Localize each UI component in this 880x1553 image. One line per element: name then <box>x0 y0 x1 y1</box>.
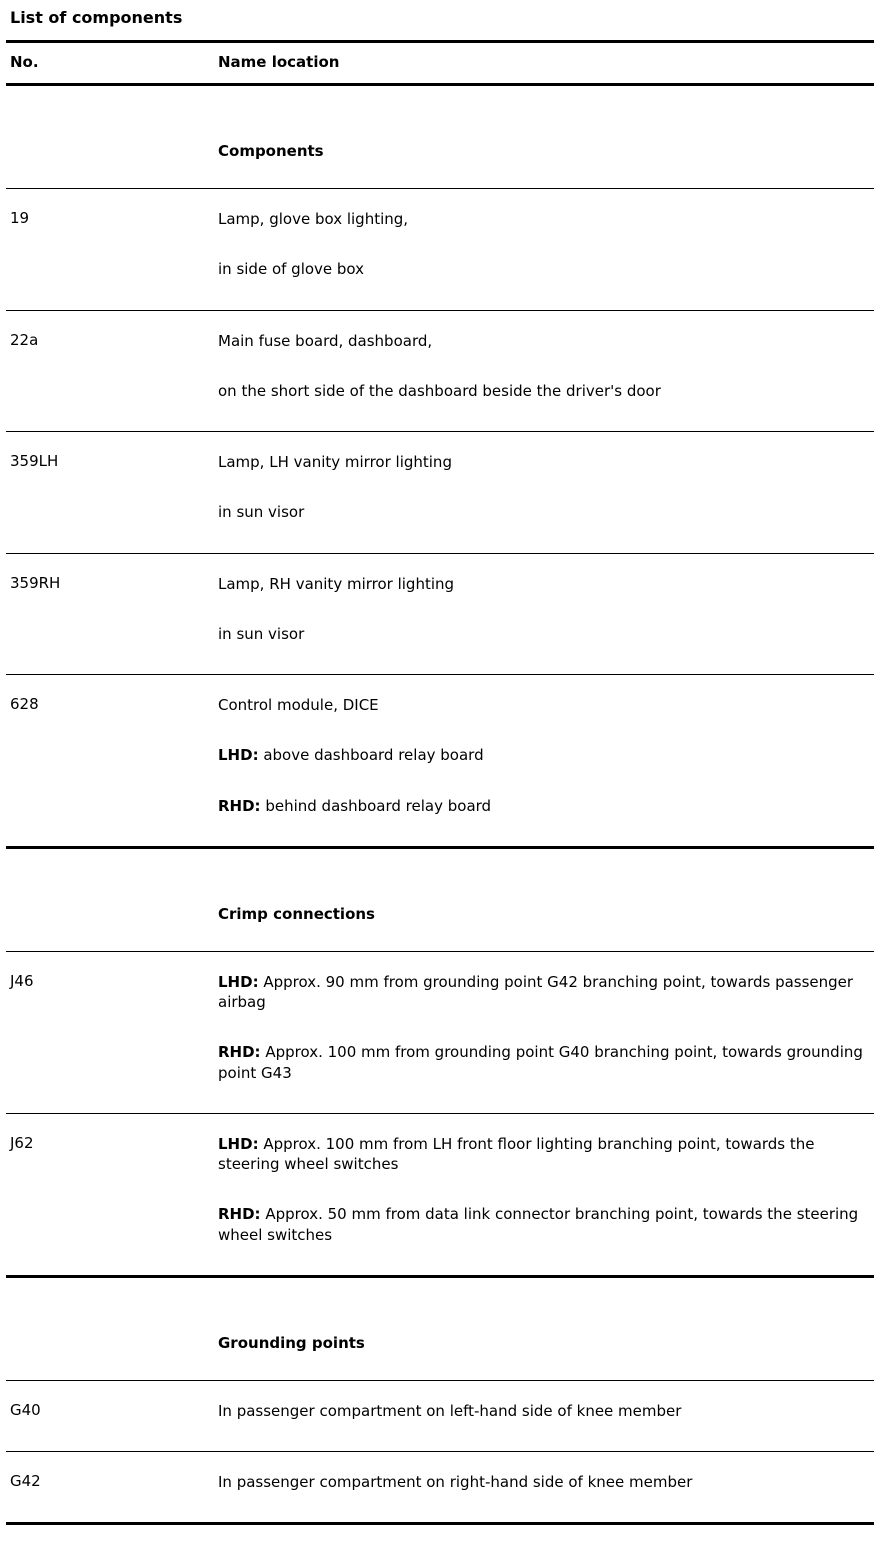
description-prefix: RHD: <box>218 1043 261 1062</box>
description-text: In passenger compartment on left-hand side of knee member <box>218 1401 682 1420</box>
description-prefix: LHD: <box>218 1134 259 1153</box>
description-text: Approx. 50 mm from data link connector branching point, towards the steering wheel switches <box>218 1205 859 1244</box>
description-paragraph <box>218 624 868 644</box>
description-text: behind dashboard relay board <box>260 796 492 815</box>
row-description <box>218 209 874 280</box>
table-row-359lh <box>6 431 874 553</box>
section-crimp-connections <box>6 905 874 1278</box>
column-header-no: No. <box>10 53 39 71</box>
description-paragraph <box>218 209 868 229</box>
description-paragraph <box>218 259 868 279</box>
description-prefix: LHD: <box>218 746 259 765</box>
table-row-628 <box>6 674 874 846</box>
description-text: in sun visor <box>218 503 305 522</box>
description-paragraph <box>218 1134 868 1175</box>
section-heading-components: Components <box>218 142 324 160</box>
section-grounding-points <box>6 1334 874 1526</box>
description-paragraph <box>218 502 868 522</box>
section-components <box>6 142 874 849</box>
description-text: Approx. 90 mm from grounding point G42 branching point, towards passenger airbag <box>218 972 854 1011</box>
description-paragraph <box>218 972 868 1013</box>
description-paragraph <box>218 452 868 472</box>
description-paragraph <box>218 1204 868 1245</box>
table-row-g42 <box>6 1451 874 1522</box>
table-row-22a <box>6 310 874 432</box>
row-no: 359LH <box>10 452 59 470</box>
description-text: Main fuse board, dashboard, <box>218 331 433 350</box>
row-no: J62 <box>10 1133 34 1152</box>
description-text: on the short side of the dashboard beside the driver's door <box>218 381 661 400</box>
section-heading-grounding-points: Grounding points <box>218 1333 365 1352</box>
description-text: Lamp, RH vanity mirror lighting <box>218 574 455 593</box>
row-no: 22a <box>10 330 39 349</box>
page-title: List of components <box>10 8 183 27</box>
row-no: 628 <box>10 695 39 713</box>
row-no: 19 <box>10 209 30 227</box>
description-text: Lamp, glove box lighting, <box>218 210 409 228</box>
table-row-g40 <box>6 1380 874 1451</box>
row-description <box>218 452 874 523</box>
row-no: 359RH <box>10 573 61 592</box>
row-description <box>218 1472 874 1492</box>
description-paragraph <box>218 796 868 816</box>
description-text: Control module, DICE <box>218 696 379 714</box>
description-text: in side of glove box <box>218 260 365 279</box>
description-prefix: RHD: <box>218 796 261 815</box>
table-row-359rh <box>6 553 874 675</box>
row-description <box>218 574 874 645</box>
table-row-j46 <box>6 951 874 1113</box>
section-heading-crimp-connections: Crimp connections <box>218 904 375 923</box>
description-prefix: RHD: <box>218 1205 261 1224</box>
description-paragraph <box>218 574 868 594</box>
description-paragraph <box>218 745 868 765</box>
row-description <box>218 972 874 1083</box>
description-text: above dashboard relay board <box>258 746 484 765</box>
row-no: G40 <box>10 1400 41 1419</box>
table-header <box>6 40 874 86</box>
row-no: J46 <box>10 971 34 990</box>
row-description <box>218 331 874 402</box>
description-paragraph <box>218 331 868 351</box>
description-paragraph <box>218 1042 868 1083</box>
row-description <box>218 1134 874 1245</box>
table-row-j62 <box>6 1113 874 1275</box>
row-description <box>218 695 874 816</box>
column-header-name-location: Name location <box>218 53 340 71</box>
description-paragraph <box>218 695 868 715</box>
description-paragraph <box>218 1472 868 1492</box>
row-description <box>218 1401 874 1421</box>
description-text: Approx. 100 mm from LH front floor lighting branching point, towards the steering wheel switches <box>218 1134 815 1173</box>
description-text: In passenger compartment on right-hand side of knee member <box>218 1473 693 1491</box>
description-prefix: LHD: <box>218 972 259 991</box>
description-paragraph <box>218 381 868 401</box>
description-text: Approx. 100 mm from grounding point G40 branching point, towards grounding point G43 <box>218 1043 863 1082</box>
description-text: Lamp, LH vanity mirror lighting <box>218 453 452 471</box>
row-no: G42 <box>10 1472 41 1490</box>
description-paragraph <box>218 1401 868 1421</box>
description-text: in sun visor <box>218 624 305 643</box>
table-row-19 <box>6 188 874 310</box>
